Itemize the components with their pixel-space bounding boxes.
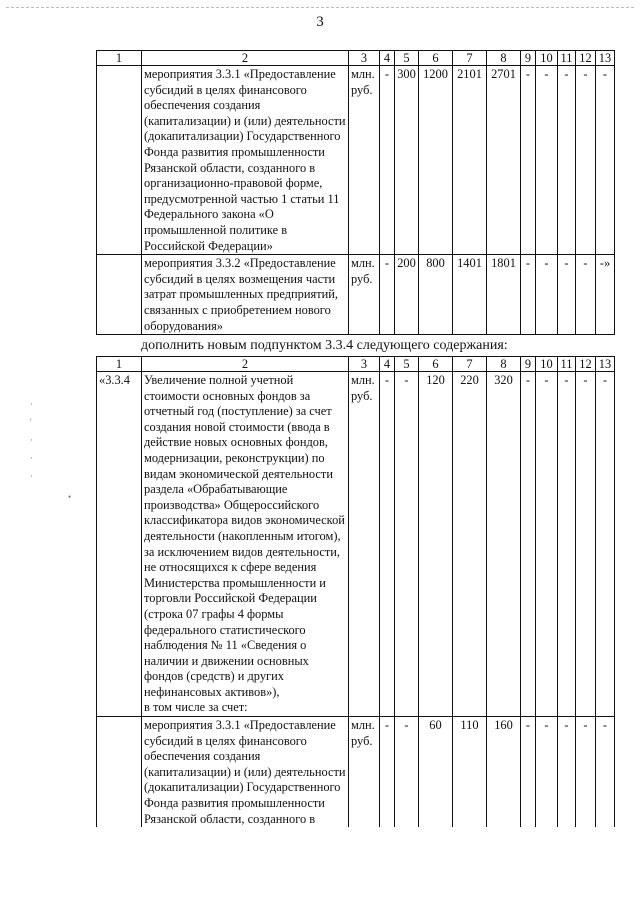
value-cell: 800 <box>419 255 453 335</box>
value-cell: 160 <box>487 717 521 828</box>
row-unit: млн. руб. <box>349 717 380 828</box>
value-cell: - <box>395 372 419 717</box>
value-cell: - <box>576 717 596 828</box>
value-cell: 320 <box>487 372 521 717</box>
value-cell: 110 <box>453 717 487 828</box>
value-cell: - <box>596 372 615 717</box>
column-number: 11 <box>558 51 576 66</box>
value-cell: - <box>536 717 558 828</box>
value-cell: 300 <box>395 66 419 255</box>
value-cell: 1801 <box>487 255 521 335</box>
row-code <box>97 255 142 335</box>
value-cell: - <box>536 255 558 335</box>
value-cell: - <box>380 717 395 828</box>
column-number: 4 <box>380 51 395 66</box>
value-cell: - <box>576 372 596 717</box>
column-number: 9 <box>521 357 536 372</box>
column-number: 8 <box>487 357 521 372</box>
column-number: 13 <box>596 51 615 66</box>
value-cell: 220 <box>453 372 487 717</box>
row-description-text: Увеличение полной учетной стоимости основных фондов за отчетный год (поступление) за счет создания новой стоимости (ввода в действие новых основных фондов, модернизации, реконструкции) по видам экономической деятельности раздела «Обрабатывающие производства» Общероссийского классификатора видов экономической деятельности (накопленным итогом), за исключением видов деятельности, не относящихся к сфере ведения Министерства промышленности и торговли Российской Федерации (строка 07 графы 4 формы федерального статистического наблюдения № 11 «Сведения о наличии и движении основных фондов (средств) и других нефинансовых активов»), <box>144 373 345 699</box>
column-number: 7 <box>453 357 487 372</box>
value-cell: 120 <box>419 372 453 717</box>
scan-margin-marks: · ' · · · <box>30 399 33 481</box>
column-number: 8 <box>487 51 521 66</box>
row-unit: млн. руб. <box>349 372 380 717</box>
amendment-instruction: дополнить новым подпунктом 3.3.4 следующего содержания: <box>141 338 508 353</box>
column-number: 6 <box>419 51 453 66</box>
column-number: 5 <box>395 357 419 372</box>
column-number: 12 <box>576 357 596 372</box>
value-cell: - <box>521 255 536 335</box>
column-number: 12 <box>576 51 596 66</box>
row-unit: млн. руб. <box>349 66 380 255</box>
value-cell: - <box>536 372 558 717</box>
value-cell: - <box>576 255 596 335</box>
column-number: 9 <box>521 51 536 66</box>
value-cell: 1200 <box>419 66 453 255</box>
indicators-table-1 <box>96 50 615 335</box>
value-cell: - <box>380 372 395 717</box>
row-code <box>97 66 142 255</box>
value-cell: - <box>558 66 576 255</box>
column-number: 11 <box>558 357 576 372</box>
column-number: 4 <box>380 357 395 372</box>
value-cell: 2101 <box>453 66 487 255</box>
scan-speck: • <box>68 492 72 502</box>
column-numbers-row <box>97 357 615 372</box>
value-cell: - <box>576 66 596 255</box>
value-cell: 1401 <box>453 255 487 335</box>
value-cell: 60 <box>419 717 453 828</box>
row-description: мероприятия 3.3.1 «Предоставление субсидий в целях финансового обеспечения создания (капитализации) и (или) деятельности (докапитализации) Государственного Фонда развития промышленности Рязанской области, созданного в <box>142 717 349 828</box>
column-number: 3 <box>349 357 380 372</box>
indicators-table-2 <box>96 356 615 827</box>
column-number: 10 <box>536 51 558 66</box>
value-cell: 200 <box>395 255 419 335</box>
value-cell: - <box>521 717 536 828</box>
row-unit: млн. руб. <box>349 255 380 335</box>
row-code: «3.3.4 <box>97 372 142 717</box>
table-row <box>97 372 615 717</box>
value-cell: - <box>558 372 576 717</box>
page-number: 3 <box>316 14 324 30</box>
value-cell: - <box>596 66 615 255</box>
row-description <box>142 372 349 717</box>
row-code <box>97 717 142 828</box>
value-cell: -» <box>596 255 615 335</box>
table-row <box>97 717 615 828</box>
column-numbers-row <box>97 51 615 66</box>
column-number: 2 <box>142 357 349 372</box>
table-row <box>97 255 615 335</box>
column-number: 6 <box>419 357 453 372</box>
column-number: 3 <box>349 51 380 66</box>
column-number: 2 <box>142 51 349 66</box>
column-number: 1 <box>97 51 142 66</box>
column-number: 5 <box>395 51 419 66</box>
value-cell: - <box>380 255 395 335</box>
column-number: 10 <box>536 357 558 372</box>
value-cell: - <box>536 66 558 255</box>
row-description-tail: в том числе за счет: <box>144 700 248 715</box>
scan-edge-mark <box>6 7 634 8</box>
value-cell: - <box>380 66 395 255</box>
column-number: 7 <box>453 51 487 66</box>
value-cell: 2701 <box>487 66 521 255</box>
value-cell: - <box>521 66 536 255</box>
column-number: 1 <box>97 357 142 372</box>
value-cell: - <box>395 717 419 828</box>
table-row <box>97 66 615 255</box>
value-cell: - <box>596 717 615 828</box>
row-description: мероприятия 3.3.2 «Предоставление субсидий в целях возмещения части затрат промышленных предприятий, связанных с приобретением нового оборудования» <box>142 255 349 335</box>
value-cell: - <box>558 717 576 828</box>
value-cell: - <box>558 255 576 335</box>
row-description: мероприятия 3.3.1 «Предоставление субсидий в целях финансового обеспечения создания (капитализации) и (или) деятельности (докапитализации) Государственного Фонда развития промышленности Рязанской области, созданного в организационно-правовой форме, предусмотренной частью 1 статьи 11 Федерального закона «О промышленной политике в Российской Федерации» <box>142 66 349 255</box>
column-number: 13 <box>596 357 615 372</box>
value-cell: - <box>521 372 536 717</box>
